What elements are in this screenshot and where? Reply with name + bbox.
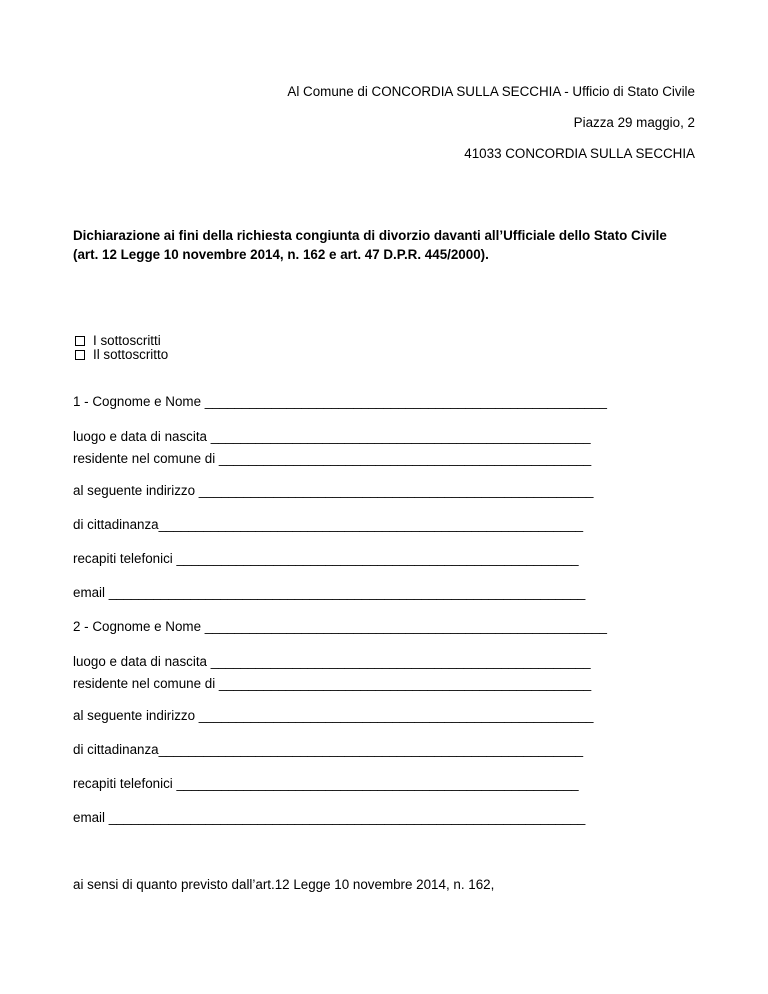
address-line-2: Piazza 29 maggio, 2 — [573, 115, 695, 130]
person2-email-field[interactable]: email ________________________________________________________________ — [73, 810, 586, 825]
person1-birth-field[interactable]: luogo e data di nascita ___________________________________________________ — [73, 429, 591, 444]
checkbox-icon[interactable] — [75, 350, 85, 360]
person1-phones-field[interactable]: recapiti telefonici ______________________________________________________ — [73, 551, 579, 566]
person2-residence-field[interactable]: residente nel comune di __________________________________________________ — [73, 676, 592, 691]
option-i-sottoscritti[interactable] — [73, 333, 161, 348]
person2-citizenship-field[interactable]: di cittadinanza_________________________________________________________ — [73, 742, 584, 757]
person1-email-field[interactable]: email ________________________________________________________________ — [73, 585, 586, 600]
address-line-3: 41033 CONCORDIA SULLA SECCHIA — [464, 146, 695, 161]
person2-phones-field[interactable]: recapiti telefonici ______________________________________________________ — [73, 776, 579, 791]
person1-citizenship-field[interactable]: di cittadinanza_________________________________________________________ — [73, 517, 584, 532]
person1-name-field[interactable]: 1 - Cognome e Nome ______________________________________________________ — [73, 394, 607, 409]
option-il-sottoscritto[interactable] — [73, 347, 168, 362]
option-label: Il sottoscritto — [93, 347, 169, 362]
document-title: Dichiarazione ai fini della richiesta congiunta di divorzio davanti all’Ufficiale dello Stato Civile (art. 12 Legge 10 novembre 2014, n. 162 e art. 47 D.P.R. 445/2000). — [73, 228, 667, 262]
option-label: I sottoscritti — [93, 333, 161, 348]
closing-text: ai sensi di quanto previsto dall’art.12 Legge 10 novembre 2014, n. 162, — [73, 877, 495, 892]
person2-address-field[interactable]: al seguente indirizzo _____________________________________________________ — [73, 708, 594, 723]
checkbox-icon[interactable] — [75, 336, 85, 346]
person1-address-field[interactable]: al seguente indirizzo _____________________________________________________ — [73, 483, 594, 498]
address-line-1: Al Comune di CONCORDIA SULLA SECCHIA - Ufficio di Stato Civile — [287, 84, 695, 99]
person2-name-field[interactable]: 2 - Cognome e Nome ______________________________________________________ — [73, 619, 607, 634]
person1-residence-field[interactable]: residente nel comune di __________________________________________________ — [73, 451, 592, 466]
person2-birth-field[interactable]: luogo e data di nascita ___________________________________________________ — [73, 654, 591, 669]
